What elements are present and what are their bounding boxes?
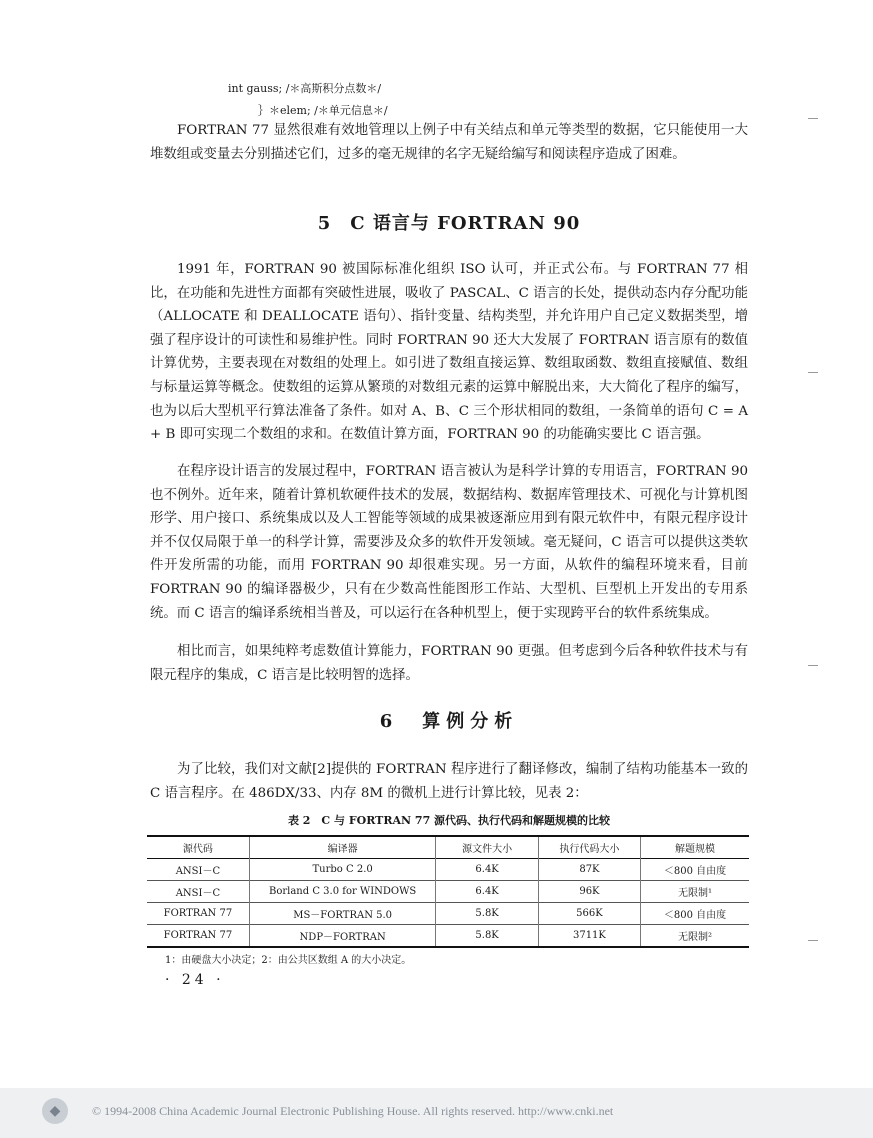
cell-source-code: ANSI－C [147,881,249,903]
code-line-elem: ｝＊elem; /＊单元信息＊/ [258,104,388,117]
table-header-row [147,836,749,859]
paragraph-language-development: 在程序设计语言的发展过程中，FORTRAN 语言被认为是科学计算的专用语言，FORTRAN 90 也不例外。近年来，随着计算机软硬件技术的发展，数据结构、数据库管理技术、可视化与计算机图形学、用户接口、系统集成以及人工智能等领域的成果被逐渐应用到有限元软件中，有限元程序设计并不仅仅局限于单一的科学计算，需要涉及众多的软件开发领域。毫无疑问，C 语言可以提供这类软件开发所需的功能，而用 FORTRAN 90 却很难实现。另一方面，从软件的编程环境来看，目前 FORTRAN 90 的编译器极少，只有在少数高性能图形工作站、大型机、巨型机上开发出的专用系统。而 C 语言的编译系统相当普及，可以运行在各种机型上，便于实现跨平台的软件系统集成。 [150,464,748,621]
margin-mark [808,118,818,119]
margin-mark [808,940,818,941]
table-footnote: 1：由硬盘大小决定；2：由公共区数组 A 的大小决定。 [165,955,412,966]
cell-compiler: MS－FORTRAN 5.0 [249,903,436,925]
cnki-logo-icon: ◆ [42,1098,68,1124]
section-heading-5: 5 C 语言与 FORTRAN 90 [317,213,581,234]
margin-mark [808,665,818,666]
cell-executable-size: 87K [538,859,640,881]
cell-source-size: 6.4K [436,859,538,881]
cell-compiler: NDP－FORTRAN [249,925,436,948]
cell-source-code: FORTRAN 77 [147,925,249,948]
header-source-size: 源文件大小 [436,836,538,859]
copyright-footer [0,1088,873,1138]
cell-problem-scale: ＜800 自由度 [641,859,749,881]
table-row [147,881,749,903]
header-source-code: 源代码 [147,836,249,859]
header-problem-scale: 解题规模 [641,836,749,859]
cell-source-size: 6.4K [436,881,538,903]
cell-executable-size: 566K [538,903,640,925]
comparison-table [147,835,749,948]
cell-problem-scale: 无限制² [641,925,749,948]
header-compiler: 编译器 [249,836,436,859]
paragraph-fortran90-intro: 1991 年，FORTRAN 90 被国际标准化组织 ISO 认可，并正式公布。与 FORTRAN 77 相比，在功能和先进性方面都有突破性进展，吸收了 PASCAL、C 语言的长处，提供动态内存分配功能（ALLOCATE 和 DEALLOCATE 语句）、指针变量、结构类型，并允许用户自己定义数据类型，增强了程序设计的可读性和易维护性。同时 FORTRAN 90 还大大发展了 FORTRAN 语言原有的数值计算优势，主要表现在对数组的处理上。如引进了数组直接运算、数组取函数、数组直接赋值、数组与标量运算等概念。使数组的运算从繁琐的对数组元素的运算中解脱出来，大大简化了程序的编写，也为以后大型机平行算法准备了条件。如对 A、B、C 三个形状相同的数组，一条简单的语句 C = A + B 即可实现二个数组的求和。在数值计算方面，FORTRAN 90 的功能确实要比 C 语言强。 [150,262,748,443]
cell-compiler: Turbo C 2.0 [249,859,436,881]
section-heading-6: 6 算例分析 [379,711,519,732]
code-line-gauss: int gauss; /＊高斯积分点数＊/ [228,82,382,95]
cell-source-code: FORTRAN 77 [147,903,249,925]
paragraph-fortran77-limits: FORTRAN 77 显然很难有效地管理以上例子中有关结点和单元等类型的数据，它只能使用一大堆数组或变量去分别描述它们，过多的毫无规律的名字无疑给编写和阅读程序造成了困难。 [150,123,748,162]
page-number: · 24 · [165,972,225,988]
cell-source-size: 5.8K [436,925,538,948]
table-row [147,925,749,948]
copyright-text: © 1994-2008 China Academic Journal Electronic Publishing House. All rights reserved. http://www.cnki.net [92,1104,614,1118]
table-row [147,903,749,925]
table-row [147,859,749,881]
cell-executable-size: 96K [538,881,640,903]
cell-problem-scale: ＜800 自由度 [641,903,749,925]
table-caption: 表 2 C 与 FORTRAN 77 源代码、执行代码和解题规模的比较 [287,814,611,827]
margin-mark [808,372,818,373]
paragraph-comparison-summary: 相比而言，如果纯粹考虑数值计算能力，FORTRAN 90 更强。但考虑到今后各种软件技术与有限元程序的集成，C 语言是比较明智的选择。 [150,644,748,683]
cell-executable-size: 3711K [538,925,640,948]
cell-problem-scale: 无限制¹ [641,881,749,903]
cell-source-code: ANSI－C [147,859,249,881]
paragraph-example-analysis: 为了比较，我们对文献[2]提供的 FORTRAN 程序进行了翻译修改，编制了结构功能基本一致的 C 语言程序。在 486DX/33、内存 8M 的微机上进行计算比较，见表 2： [150,762,748,801]
header-executable-size: 执行代码大小 [538,836,640,859]
cell-compiler: Borland C 3.0 for WINDOWS [249,881,436,903]
cell-source-size: 5.8K [436,903,538,925]
